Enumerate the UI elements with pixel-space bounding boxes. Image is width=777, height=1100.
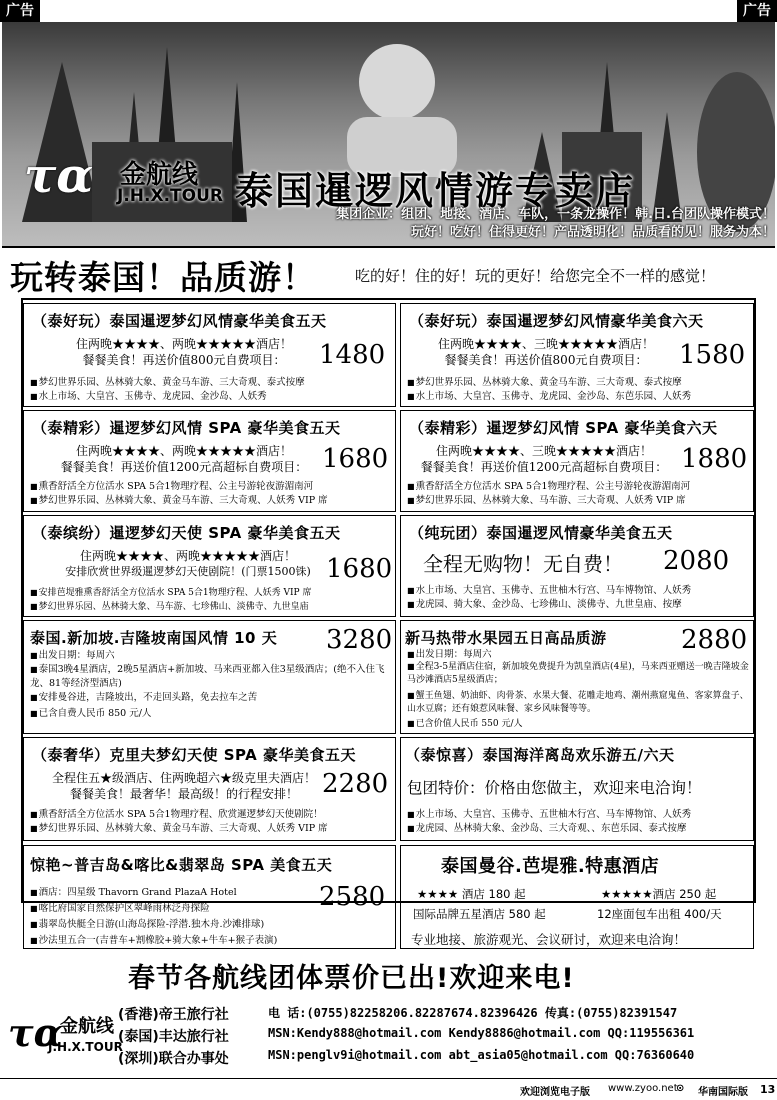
- package-highlight-line: 安排欣赏世界级暹逻梦幻天使剧院！(门票1500铢): [65, 565, 311, 578]
- package-title: 泰国.新加坡.吉隆坡南国风情 10 天: [30, 629, 278, 647]
- package-title: （泰好玩）泰国暹逻梦幻风情豪华美食五天: [32, 312, 327, 330]
- hotel-rate: ★★★★ 酒店 180 起: [417, 887, 526, 901]
- package-price: 1680: [322, 444, 389, 474]
- package-item-line: ■ 龙虎园、骑大象、金沙岛、七珍佛山、淡佛寺、九世皇庙、按摩: [407, 598, 682, 612]
- page-footer-rule: [0, 1078, 777, 1079]
- package-slogan: 包团特价：价格由您做主，欢迎来电洽询！: [407, 779, 702, 797]
- promo-subline: 吃的好！住的好！玩的更好！给您完全不一样的感觉！: [355, 267, 716, 285]
- package-item-line: ■ 已含价值人民币 550 元/人: [407, 717, 749, 731]
- package-price: 2080: [663, 546, 730, 576]
- package-item-line: ■ 水上市场、大皇宫、玉佛寺、五世柚木行宫、马车博物馆、人妖秀: [407, 808, 691, 822]
- package-title: （泰奢华）克里夫梦幻天使 SPA 豪华美食五天: [32, 746, 356, 764]
- package-hotel-line: 全程住五★级酒店、住两晚超六★级克里夫酒店！: [51, 771, 316, 785]
- package-item-line: ■ 水上市场、大皇宫、玉佛寺、龙虎园、金沙岛、人妖秀: [30, 390, 267, 404]
- footer-url[interactable]: www.zyoo.net: [608, 1083, 678, 1094]
- store-title: 泰国暹逻风情游专卖店: [235, 169, 636, 213]
- ad-tag-right: 广告: [737, 0, 777, 22]
- package-highlight-line: 餐餐美食！再送价值800元自费项目：: [444, 353, 648, 367]
- footer-logo-mark: τα: [8, 1010, 63, 1055]
- brand-name-cn: 金航线: [120, 160, 199, 190]
- package-title: （泰好玩）泰国暹逻梦幻风情豪华美食六天: [409, 312, 704, 330]
- package-item-line: ■ 安排曼谷进，吉隆坡出，不走回头路，免去拉车之苦: [30, 691, 391, 705]
- header-slogan-2: 玩好！吃好！住得更好！产品透明化！品质看的见！服务为本！: [410, 225, 775, 240]
- package-title: 惊艳~普吉岛&喀比&翡翠岛 SPA 美食五天: [30, 856, 333, 874]
- package-title: 新马热带水果园五日高品质游: [405, 629, 607, 647]
- package-title: 泰国曼谷.芭堤雅.特惠酒店: [441, 856, 660, 877]
- package-box-12: [400, 845, 754, 949]
- package-box-1: [23, 303, 396, 407]
- package-slogan: 全程无购物！无自费！: [423, 552, 623, 576]
- package-highlight-line: 餐餐美食！最奢华！最高级！的行程安排！: [69, 787, 298, 801]
- contact-phone-fax: 电 话:(0755)82258206.82287674.82396426 传真:(0755)82391547: [268, 1006, 678, 1020]
- package-price: 2280: [322, 769, 389, 799]
- footer-brand-en: J.H.X.TOUR: [48, 1040, 123, 1054]
- package-price: 1580: [679, 340, 746, 370]
- package-item-line: ■ 熏香舒活全方位活水 SPA 5合1物理疗程、欣赏暹逻梦幻天使剧院！: [30, 808, 323, 822]
- package-price: 3280: [326, 625, 393, 655]
- package-highlight-line: 餐餐美食！再送价值1200元高超标自费项目：: [60, 460, 308, 474]
- van-rental-rate: 12座面包车出租 400/天: [597, 907, 722, 921]
- package-highlight-line: 餐餐美食！再送价值800元自费项目：: [82, 353, 286, 367]
- package-box-6: [400, 515, 754, 617]
- package-item-line: ■ 出发日期：每周六: [407, 648, 749, 662]
- package-item-line: ■ 安排芭堤雅熏香舒活全方位活水 SPA 5合1物理疗程、人妖秀 VIP 席: [30, 586, 311, 600]
- package-item-line: ■ 梦幻世界乐园、丛林骑大象、黄金马车游、三大奇观、泰式按摩: [407, 376, 682, 390]
- hotel-rate: ★★★★★酒店 250 起: [601, 887, 717, 901]
- contact-msn-2: MSN:penglv9i@hotmail.com abt_asia05@hotmail.com QQ:76360640: [268, 1048, 695, 1062]
- promo-headline: 玩转泰国！品质游！: [10, 258, 316, 297]
- ad-tag-left: 广告: [0, 0, 40, 22]
- package-price: 1680: [326, 554, 393, 584]
- hotel-service-note: 专业地接、旅游观光、会议研讨，欢迎来电洽询！: [411, 932, 687, 947]
- hotel-rate: 国际品牌五星酒店 580 起: [413, 907, 546, 921]
- footer-edition: 华南国际版: [698, 1087, 748, 1098]
- footer-banner: 春节各航线团体票价已出!欢迎来电!: [128, 963, 575, 994]
- agency-thailand: (泰国)丰达旅行社: [118, 1029, 229, 1045]
- package-item-line: ■ 酒店：四星级 Thavorn Grand PlazaA Hotel: [30, 886, 237, 900]
- package-item-line: ■ 水上市场、大皇宫、玉佛寺、五世柚木行宫、马车博物馆、人妖秀: [407, 584, 691, 598]
- footer-edition-icon: ⊙: [676, 1083, 685, 1094]
- package-item-line: ■ 泰国3晚4星酒店，2晚5星酒店+新加坡、马来西亚都入住3星级酒店；(绝不入住飞龙、81等经济型酒店): [30, 663, 391, 691]
- package-item-line: ■ 已含自费人民币 850 元/人: [30, 707, 391, 721]
- brand-logo-mark: τα: [24, 148, 94, 204]
- package-box-11: [23, 845, 396, 949]
- package-title: （泰精彩）暹逻梦幻风情 SPA 豪华美食五天: [32, 419, 341, 437]
- package-item-line: ■ 出发日期：每周六: [30, 649, 391, 663]
- package-price: 1480: [319, 340, 386, 370]
- package-box-4: [400, 410, 754, 512]
- footer-brand-cn: 金航线: [60, 1016, 114, 1037]
- package-box-7: [23, 620, 396, 734]
- package-box-2: [400, 303, 754, 407]
- package-hotel-line: 住两晚★★★★、两晚★★★★★酒店！: [75, 444, 292, 458]
- package-item-line: ■ 梦幻世界乐园、丛林骑大象、马车游、七珍佛山、淡佛寺、九世皇庙: [30, 600, 309, 614]
- brand-name-en: J.H.X.TOUR: [117, 186, 223, 206]
- package-box-5: [23, 515, 396, 617]
- package-price: 2880: [681, 625, 748, 655]
- package-title: （泰惊喜）泰国海洋离岛欢乐游五/六天: [405, 746, 675, 764]
- package-item-line: ■ 熏香舒活全方位活水 SPA 5合1物理疗程、公主号游轮夜游湄南河: [30, 480, 313, 494]
- package-hotel-line: 住两晚★★★★、两晚★★★★★酒店！: [79, 549, 296, 563]
- package-item-line: ■ 沙法里五合一(吉普车+割橡胶+骑大象+牛车+猴子表演): [30, 934, 277, 948]
- package-item-line: ■ 梦幻世界乐园、丛林骑大象、黄金马车游、三大奇观、人妖秀 VIP 席: [30, 822, 328, 836]
- footer-browse-note: 欢迎浏览电子版: [520, 1087, 590, 1098]
- package-title: （泰缤纷）暹逻梦幻天使 SPA 豪华美食五天: [32, 524, 341, 542]
- package-box-8: [400, 620, 754, 734]
- package-box-9: [23, 737, 396, 841]
- package-box-3: [23, 410, 396, 512]
- package-item-line: ■ 龙虎园、丛林骑大象、金沙岛、三大奇观、、东芭乐园、泰式按摩: [407, 822, 686, 836]
- package-item-line: ■ 喀比府国家自然保护区翠峰雨林泛舟探险: [30, 902, 210, 916]
- package-hotel-line: 住两晚★★★★、三晚★★★★★酒店！: [435, 444, 652, 458]
- package-title: （泰精彩）暹逻梦幻风情 SPA 豪华美食六天: [409, 419, 718, 437]
- package-box-10: [400, 737, 754, 841]
- package-item-line: ■ 梦幻世界乐园、丛林骑大象、黄金马车游、三大奇观、泰式按摩: [30, 376, 305, 390]
- package-item-line: ■ 梦幻世界乐园、丛林骑大象、马车游、三大奇观、人妖秀 VIP 席: [407, 494, 686, 508]
- package-highlight-line: 餐餐美食！再送价值1200元高超标自费项目：: [420, 460, 668, 474]
- package-item-line: ■ 梦幻世界乐园、丛林骑大象、黄金马车游、三大奇观、人妖秀 VIP 席: [30, 494, 328, 508]
- agency-shenzhen: (深圳)联合办事处: [118, 1051, 229, 1067]
- package-price: 2580: [319, 882, 386, 912]
- package-item-line: ■ 全程3-5星酒店住宿，新加坡免费提升为凯皇酒店(4星)，马来西亚赠送一晚吉隆坡金马沙滩酒店5星级酒店；: [407, 660, 749, 687]
- header-slogan-1: 集团企业：组团、地接、酒店、车队，一条龙操作！韩.日.台团队操作模式！: [336, 207, 775, 222]
- header-banner: [2, 22, 775, 248]
- package-price: 1880: [681, 444, 748, 474]
- package-item-line: ■ 熏香舒活全方位活水 SPA 5合1物理疗程、公主号游轮夜游湄南河: [407, 480, 690, 494]
- contact-msn-1: MSN:Kendy888@hotmail.com Kendy8886@hotmail.com QQ:119556361: [268, 1026, 695, 1040]
- agency-hongkong: (香港)帝王旅行社: [118, 1007, 229, 1023]
- package-hotel-line: 住两晚★★★★、三晚★★★★★酒店！: [437, 337, 654, 351]
- package-item-line: ■ 水上市场、大皇宫、玉佛寺、龙虎园、金沙岛、东芭乐园、人妖秀: [407, 390, 691, 404]
- package-hotel-line: 住两晚★★★★、两晚★★★★★酒店！: [75, 337, 292, 351]
- package-item-line: ■ 蟹王鱼翅、奶油虾、肉骨茶、水果大餐、花雕走地鸡、潮州燕窟鬼鱼、客家算盘子、山水豆腐；还有娘惹风味餐、家乡风味餐等等。: [407, 689, 749, 716]
- package-item-line: ■ 翡翠岛快艇全日游(山海岛探险-浮潜.独木舟.沙滩排球): [30, 918, 264, 932]
- package-title: （纯玩团）泰国暹逻风情豪华美食五天: [409, 524, 673, 542]
- page-number: 13: [760, 1083, 776, 1096]
